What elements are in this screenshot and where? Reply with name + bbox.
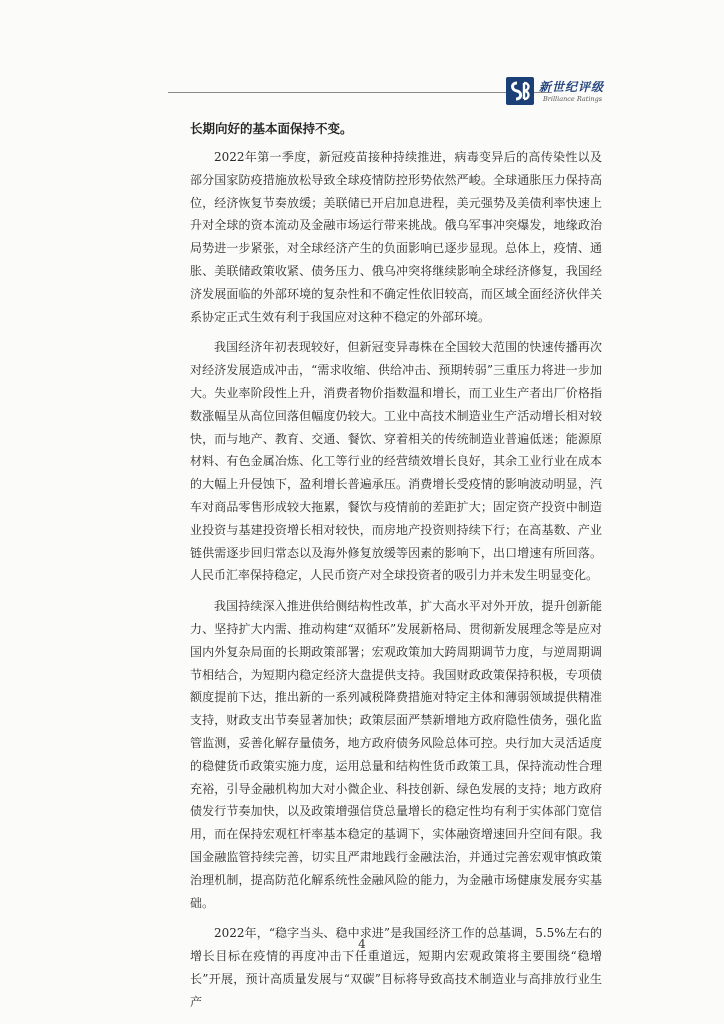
lead-sentence: 长期向好的基本面保持不变。 — [190, 121, 353, 136]
logo-mark-icon — [505, 76, 535, 106]
paragraph-outlook: 2022年，“稳字当头、稳中求进”是我国经济工作的总基调，5.5%左右的增长目标在疫情的再度冲击下任重道远，短期内宏观政策将主要围绕“稳增长”开展，预计高质量发展与“双碳”目标将导致高技术制造业与高排放行业生产 — [190, 926, 602, 1009]
paragraph-global-environment: 2022年第一季度，新冠疫苗接种持续推进，病毒变异后的高传染性以及部分国家防疫措施放松导致全球疫情防控形势依然严峻。全球通胀压力保持高位，经济恢复节奏放缓；美联储已开启加息进程，美元强势及美债利率快速上升对全球的资本流动及金融市场运行带来挑战。俄乌军事冲突爆发，地缘政治局势进一步紧张，对全球经济产生的负面影响已逐步显现。总体上，疫情、通胀、美联储政策收紧、债务压力、俄乌冲突将继续影响全球经济修复，我国经济发展面临的外部环境的复杂性和不确定性依旧较高，而区域全面经济伙伴关系协定正式生效有利于我国应对这种不稳定的外部环境。 — [190, 150, 602, 324]
body-content — [190, 118, 602, 1021]
logo-text-en: Brilliance Ratings — [543, 95, 603, 103]
paragraph-domestic-economy: 我国经济年初表现较好，但新冠变异毒株在全国较大范围的快速传播再次对经济发展造成冲击，“需求收缩、供给冲击、预期转弱”三重压力将进一步加大。失业率阶段性上升，消费者物价指数温和增长，而工业生产者出厂价格指数涨幅呈从高位回落但幅度仍较大。工业中高技术制造业生产活动增长相对较快，而与地产、教育、交通、餐饮、穿着相关的传统制造业普遍低迷；能源原材料、有色金属冶炼、化工等行业的经营绩效增长良好，其余工业行业在成本的大幅上升侵蚀下，盈利增长普遍承压。消费增长受疫情的影响波动明显，汽车对商品零售形成较大拖累，餐饮与疫情前的差距扩大；固定资产投资中制造业投资与基建投资增长相对较快，而房地产投资则持续下行；在高基数、产业链供需逐步回归常态以及海外修复放缓等因素的影响下，出口增速有所回落。人民币汇率保持稳定，人民币资产对全球投资者的吸引力并未发生明显变化。 — [190, 340, 602, 583]
logo-text-cn: 新世纪评级 — [539, 80, 605, 94]
page-number: 4 — [358, 937, 366, 951]
company-logo — [505, 74, 617, 110]
paragraph-policy: 我国持续深入推进供给侧结构性改革，扩大高水平对外开放，提升创新能力、坚持扩大内需、推动构建“双循环”发展新格局、贯彻新发展理念等是应对国内外复杂局面的长期政策部署；宏观政策加大跨周期调节力度，与逆周期调节相结合，为短期内稳定经济大盘提供支持。我国财政政策保持积极，专项债额度提前下达，推出新的一系列减税降费措施对特定主体和薄弱领域提供精准支持，财政支出节奏显著加快；政策层面严禁新增地方政府隐性债务，强化监管监测，妥善化解存量债务，地方政府债务风险总体可控。央行加大灵活适度的稳健货币政策实施力度，运用总量和结构性货币政策工具，保持流动性合理充裕，引导金融机构加大对小微企业、科技创新、绿色发展的支持；地方政府债发行节奏加快，以及政策增强信贷总量增长的稳定性均有利于实体部门宽信用，而在保持宏观杠杆率基本稳定的基调下，实体融资增速回升空间有限。我国金融监管持续完善，切实且严肃地践行金融法治，并通过完善宏观审慎政策治理机制，提高防范化解系统性金融风险的能力，为金融市场健康发展夯实基础。 — [190, 599, 602, 910]
header-rule — [168, 92, 552, 93]
